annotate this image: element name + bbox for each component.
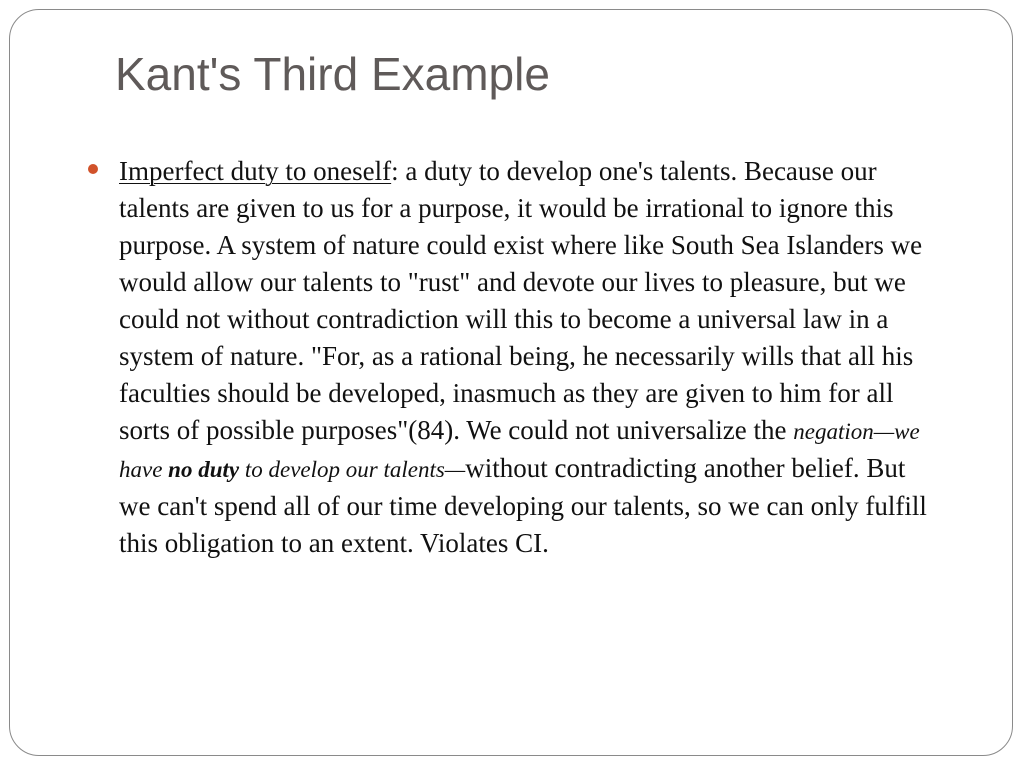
bullet-text-part1: : a duty to develop one's talents. Because our talents are given to us for a purpose, it would be irrational to ignore this purpose. A system of nature could exist where like South Sea Islanders we would allow our talents to "rust" and devote our lives to pleasure, but we could not without contradiction will this to become a universal law in a system of nature. "For, as a rational being, he necessarily wills that all his faculties should be developed, inasmuch as they are given to him for all sorts of possible purposes"(84). We could not universalize the [119, 156, 923, 445]
bullet-italic-part1: negation—we have [119, 419, 920, 482]
bullet-bold-italic: no duty [168, 457, 240, 482]
bullet-paragraph [119, 153, 938, 562]
slide-title: Kant's Third Example [115, 48, 550, 100]
slide-frame [9, 9, 1013, 756]
bullet-term: Imperfect duty to oneself [119, 156, 392, 186]
bullet-list [88, 153, 938, 562]
bullet-text-part2: without contradicting another belief. But we can't spend all of our time developing our talents, so we can only fulfill this obligation to an extent. Violates CI. [119, 453, 927, 558]
bullet-dot-icon [88, 164, 98, 174]
bullet-italic-part2: to develop our talents— [239, 457, 466, 482]
